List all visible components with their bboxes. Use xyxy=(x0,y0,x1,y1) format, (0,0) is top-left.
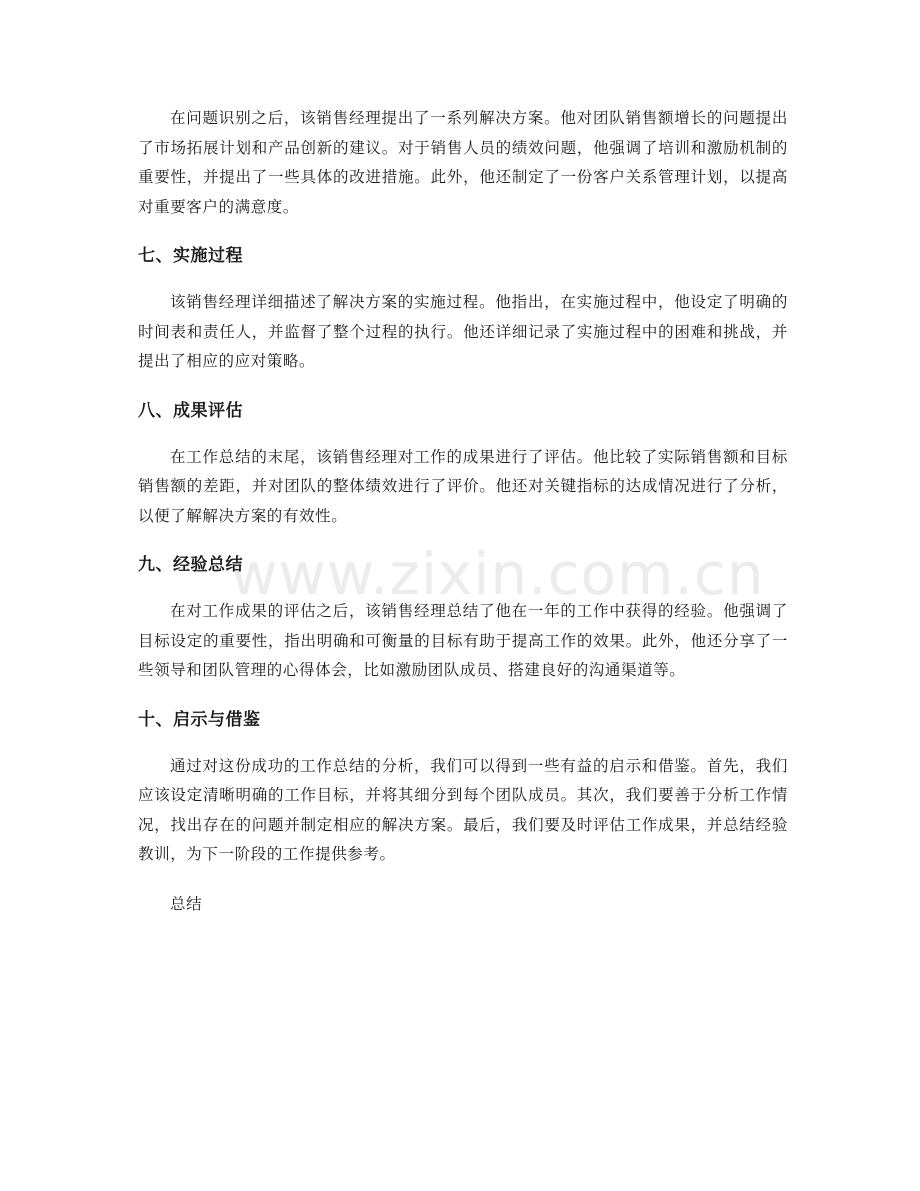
paragraph-experience-summary: 在对工作成果的评估之后，该销售经理总结了他在一年的工作中获得的经验。他强调了目标设定的重要性，指出明确和可衡量的目标有助于提高工作的效果。此外，他还分享了一些领导和团队管理的心得体会，比如激励团队成员、搭建良好的沟通渠道等。 xyxy=(138,602,788,679)
paragraph-results-evaluation: 在工作总结的末尾，该销售经理对工作的成果进行了评估。他比较了实际销售额和目标销售额的差距，并对团队的整体绩效进行了评价。他还对关键指标的达成情况进行了分析，以便了解解决方案的有效性。 xyxy=(138,447,788,525)
watermark: www.zixin.com.cn xyxy=(230,540,765,608)
paragraph-lessons: 通过对这份成功的工作总结的分析，我们可以得到一些有益的启示和借鉴。首先，我们应该设定清晰明确的工作目标，并将其细分到每个团队成员。其次，我们要善于分析工作情况，找出存在的问题并制定相应的解决方案。最后，我们要及时评估工作成果，并总结经验教训，为下一阶段的工作提供参考。 xyxy=(138,756,788,863)
paragraph-solutions: 在问题识别之后，该销售经理提出了一系列解决方案。他对团队销售额增长的问题提出了市场拓展计划和产品创新的建议。对于销售人员的绩效问题，他强调了培训和激励机制的重要性，并提出了一些具体的改进措施。此外，他还制定了一份客户关系管理计划，以提高对重要客户的满意度。 xyxy=(138,109,788,216)
heading-experience-summary: 九、经验总结 xyxy=(138,555,243,575)
paragraph-implementation: 该销售经理详细描述了解决方案的实施过程。他指出，在实施过程中，他设定了明确的时间表和责任人，并监督了整个过程的执行。他还详细记录了实施过程中的困难和挑战，并提出了相应的应对策略。 xyxy=(138,293,788,370)
document-body xyxy=(138,104,788,919)
heading-lessons: 十、启示与借鉴 xyxy=(138,709,261,730)
closing-label: 总结 xyxy=(170,894,203,913)
heading-implementation: 七、实施过程 xyxy=(138,246,243,266)
heading-results-evaluation: 八、成果评估 xyxy=(138,400,243,421)
